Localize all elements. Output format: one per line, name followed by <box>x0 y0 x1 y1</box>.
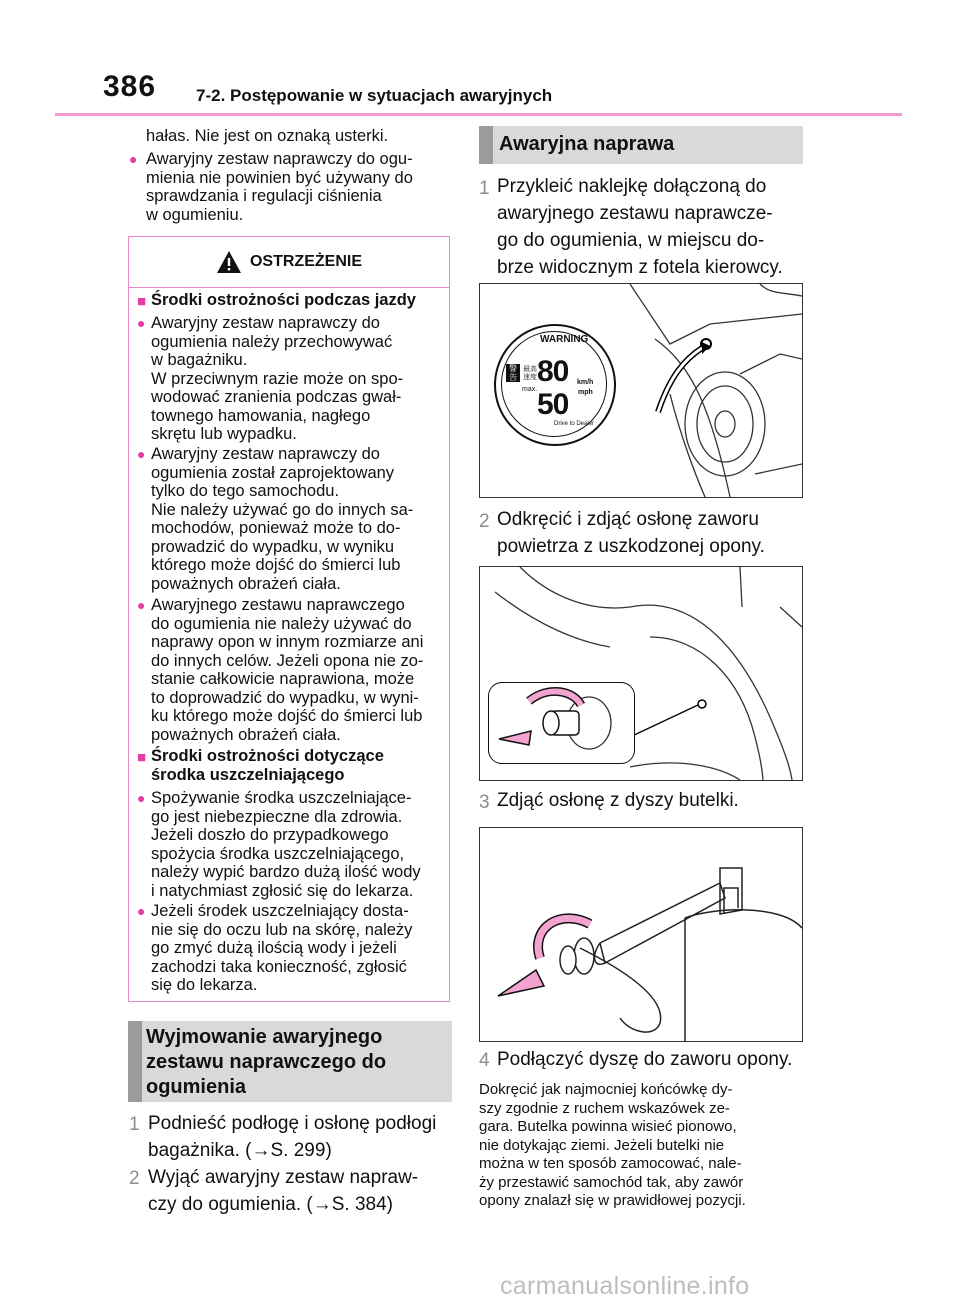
step-text: Zdjąć osłonę z dyszy butelki. <box>497 790 739 811</box>
warning-subheading-sealant: Środki ostrożności dotyczące środka uszczelniającego <box>151 747 384 784</box>
bullet-dot-icon: ● <box>137 597 146 613</box>
step-number: 1 <box>129 1114 140 1135</box>
warning-bullet-5: Jeżeli środek uszczelniający dosta- nie się do oczu lub na skórę, należy go zmyć dużą ilością wody i jeżeli zachodzi taka konieczność, zgłosić się do lekarza. <box>151 902 413 994</box>
continued-text: hałas. Nie jest on oznaką usterki. <box>146 127 389 145</box>
sticker-jp-label: 最高 速度 <box>523 366 537 381</box>
section-title: Wyjmowanie awaryjnego zestawu naprawczego do ogumienia <box>146 1026 387 1098</box>
step-text: Odkręcić i zdjąć osłonę zaworu powietrza z uszkodzonej opony. <box>497 509 765 557</box>
figure-bottle-nozzle <box>479 827 803 1042</box>
step-number: 2 <box>129 1168 140 1189</box>
figure-valve-cap <box>479 566 803 781</box>
sticker-speed-kmh: 80 <box>537 355 569 388</box>
sticker-speed-mph: 50 <box>537 388 569 421</box>
page-header <box>0 0 960 118</box>
sticker-ring-text: Drive to Dealer <box>554 421 595 427</box>
sticker-max-label: max. <box>522 386 538 393</box>
page-number: 386 <box>103 70 157 103</box>
warning-box <box>128 236 450 1002</box>
bullet-dot-icon: ● <box>137 446 146 462</box>
watermark: carmanualsonline.info <box>500 1272 750 1300</box>
warning-title: OSTRZEŻENIE <box>249 253 362 270</box>
warning-sticker <box>494 324 616 446</box>
figure-sticker-placement <box>479 283 803 498</box>
sticker-unit-kmh: km/h <box>577 379 594 386</box>
section-heading-repair <box>479 126 803 164</box>
step-text: Podnieść podłogę i osłonę podłogi bagażnika. (→S. 299) <box>148 1113 437 1161</box>
step-text: Podłączyć dyszę do zaworu opony. <box>497 1049 793 1070</box>
sticker-jp-badge: 警告 <box>506 364 520 382</box>
square-bullet-icon: ■ <box>137 293 147 310</box>
section-heading-removal <box>128 1021 452 1102</box>
bullet-dot-icon: ● <box>137 903 146 919</box>
step-number: 3 <box>479 792 490 813</box>
sticker-warning-word: WARNING <box>540 334 589 345</box>
intro-bullet-text: Awaryjny zestaw naprawczy do ogu- mienia nie powinien być używany do sprawdzania i regulacji ciśnienia w ogumieniu. <box>146 150 413 224</box>
square-bullet-icon: ■ <box>137 749 147 766</box>
warning-header <box>129 237 449 288</box>
step-number: 1 <box>479 178 490 199</box>
warning-subheading-driving: Środki ostrożności podczas jazdy <box>151 291 416 309</box>
bullet-dot-icon: ● <box>137 790 146 806</box>
bottle-nozzle-illustration <box>480 828 802 1041</box>
step-text: Przykleić naklejkę dołączoną do awaryjnego zestawu naprawcze- go do ogumienia, w miejscu do- brze widocznym z fotela kierowcy. <box>497 176 783 278</box>
valve-detail-inset <box>488 682 635 764</box>
warning-bullet-1: Awaryjny zestaw naprawczy do ogumienia należy przechowywać w bagażniku. W przeciwnym razie może on spo- wodować zranienia podczas gwał- townego hamowania, nagłego skrętu lub wypadku. <box>151 314 404 443</box>
section-title: Awaryjna naprawa <box>499 133 675 155</box>
warning-bullet-2: Awaryjny zestaw naprawczy do ogumienia został zaprojektowany tylko do tego samochodu. Nie należy używać go do innych sa- mochodów, ponieważ może to do- prowadzić do wypadku, w wyniku którego może dojść do śmierci lub poważnych obrażeń ciała. <box>151 445 414 593</box>
warning-bullet-4: Spożywanie środka uszczelniające- go jest niebezpieczne dla zdrowia. Jeżeli doszło do przypadkowego spożycia środka uszczelniającego, należy wypić bardzo dużą ilość wody i natychmiast zgłosić się do lekarza. <box>151 789 421 900</box>
step-text: Wyjąć awaryjny zestaw napraw- czy do ogumienia. (→S. 384) <box>148 1167 419 1215</box>
step-number: 2 <box>479 511 490 532</box>
bullet-dot-icon: ● <box>137 315 146 331</box>
header-rule <box>55 113 902 116</box>
warning-triangle-icon <box>216 250 242 274</box>
chapter-title: 7-2. Postępowanie w sytuacjach awaryjnych <box>196 86 553 105</box>
valve-cap-icon <box>489 683 634 763</box>
step-number: 4 <box>479 1050 490 1071</box>
step-note: Dokręcić jak najmocniej końcówkę dy- szy zgodnie z ruchem wskazówek ze- gara. Butelka powinna wisieć pionowo, nie dotykając ziemi. Jeżeli butelki nie można w ten sposób zamocować, nale- ży przestawić samochód tak, aby zawór opony znalazł się w prawidłowej pozycji. <box>479 1081 746 1209</box>
sticker-unit-mph: mph <box>578 389 593 396</box>
warning-bullet-3: Awaryjnego zestawu naprawczego do ogumienia nie należy używać do naprawy opon w innym rozmiarze ani do innych celów. Jeżeli opona nie zo- stanie całkowicie naprawiona, może to doprowadzić do wypadku, w wyni- ku którego może dojść do śmierci lub poważnych obrażeń ciała. <box>151 596 424 744</box>
bullet-dot-icon: ● <box>129 151 138 167</box>
